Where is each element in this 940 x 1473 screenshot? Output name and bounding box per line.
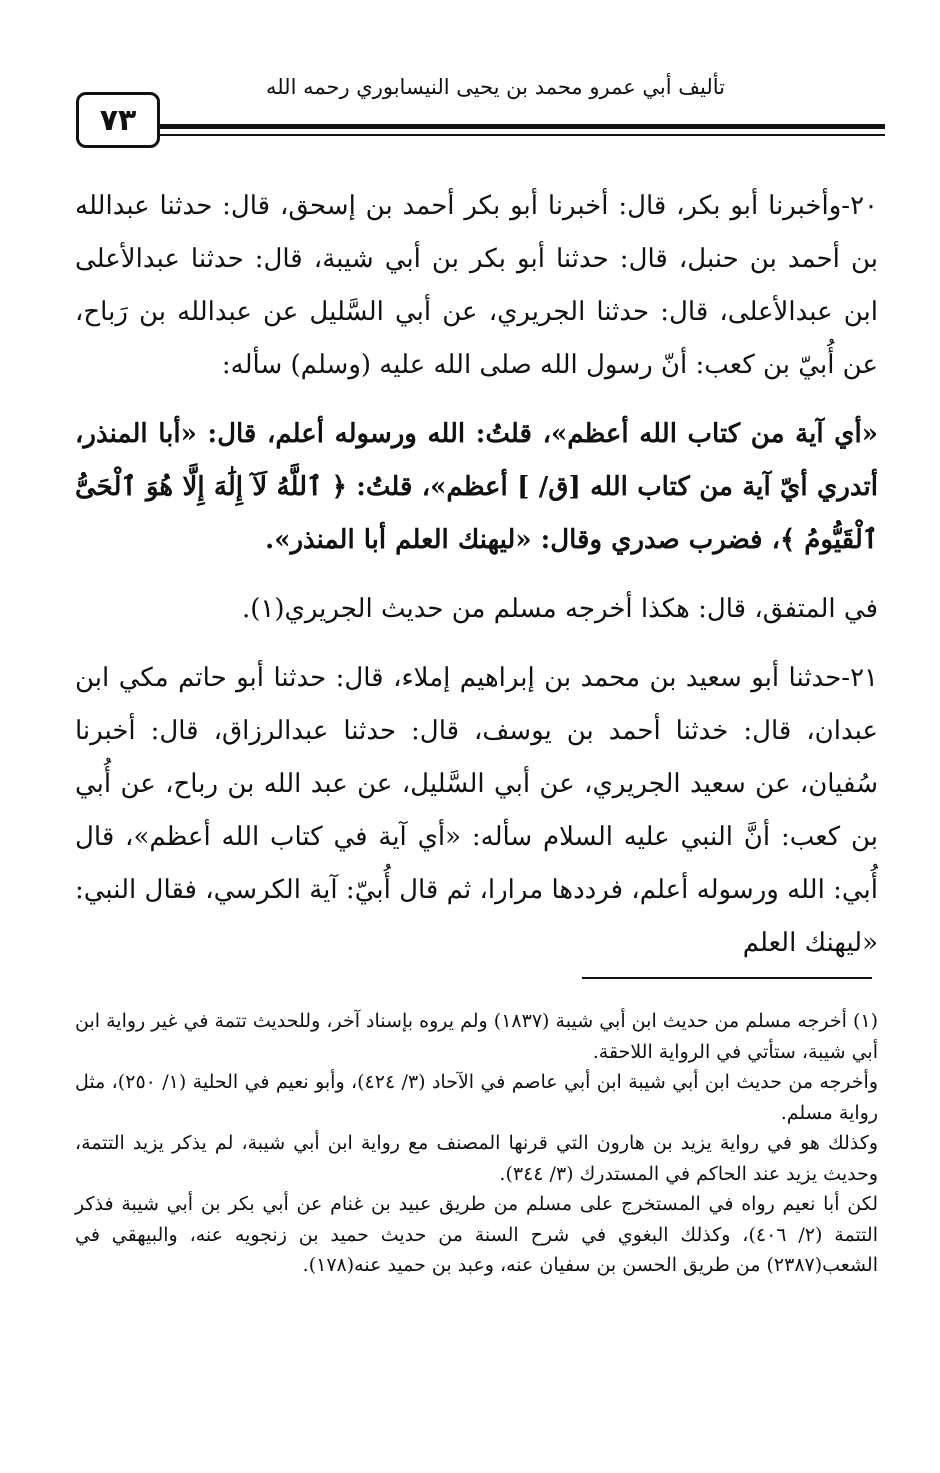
hadith-20-matn: «أي آية من كتاب الله أعظم»، قلتُ: الله ورسوله أعلم، قال: «أبا المنذر، أتدري أيّ آية من كتاب الله [ق/ ] أعظم»، قلتُ: ﴿ ٱللَّهُ لَآ إِلَٰهَ إِلَّا هُوَ ٱلْحَىُّ ٱلْقَيُّومُ ﴾، فضرب صدري وقال: «ليهنك العلم أبا المنذر». (75, 419, 878, 555)
hadith-20-takhrij: في المتفق، قال: هكذا أخرجه مسلم من حديث الجريري(١). (241, 594, 878, 624)
hadith-20-isnad: ٢٠-وأخبرنا أبو بكر، قال: أخبرنا أبو بكر أحمد بن إسحق، قال: حدثنا عبدالله بن أحمد بن حنبل، قال: حدثنا أبو بكر بن أبي شيبة، قال: حدثنا عبدالأعلى ابن عبدالأعلى، قال: حدثنا الجريري، عن أبي السَّليل عن عبدالله بن رَباح، عن أُبيّ بن كعب: أنّ رسول الله صلى الله عليه (وسلم) سأله: (75, 191, 878, 380)
footnote-paragraph: (١) أخرجه مسلم من حديث ابن أبي شيبة (١٨٣٧) ولم يروه بإسناد آخر، وللحديث تتمة في غير رواية ابن أبي شيبة، ستأتي في الرواية اللاحقة. (75, 1010, 878, 1063)
hadith-21: ٢١-حدثنا أبو سعيد بن محمد بن إبراهيم إملاء، قال: حدثنا أبو حاتم مكي ابن عبدان، قال: خدثنا أحمد بن يوسف، قال: حدثنا عبدالرزاق، قال: أخبرنا سُفيان، عن سعيد الجريري، عن أبي السَّليل، عن عبد الله بن رباح، عن أُبي بن كعب: أنَّ النبي عليه السلام سأله: «أي آية في كتاب الله أعظم»، قال أُبي: الله ورسوله أعلم، فرددها مرارا، ثم قال أُبيّ: آية الكرسي، فقال النبي: «ليهنك العلم (75, 663, 878, 958)
page-number: ٧٣ (76, 92, 160, 148)
footnote-paragraph: وأخرجه من حديث ابن أبي شيبة ابن أبي عاصم في الآحاد (٣/ ٤٢٤)، وأبو نعيم في الحلية (١/ ٢٥٠)، مثل رواية مسلم. (75, 1071, 878, 1124)
footnote-paragraph: لكن أبا نعيم رواه في المستخرج على مسلم من طريق عبيد بن غنام عن أبي بكر بن أبي شيبة فذكر التتمة (٢/ ٤٠٦)، وكذلك البغوي في شرح السنة من حديث حميد بن زنجويه عنه، والبيهقي في الشعب(٢٣٨٧) من طريق الحسن بن سفيان عنه، وعبد بن حميد عنه(١٧٨). (75, 1193, 878, 1276)
footnote-separator (582, 977, 872, 979)
header-rule (160, 124, 885, 129)
footnote-paragraph: وكذلك هو في رواية يزيد بن هارون التي قرنها المصنف مع رواية ابن أبي شيبة، لم يذكر يزيد التتمة، وحديث يزيد عند الحاكم في المستدرك (٣/ ٣٤٤). (75, 1132, 878, 1185)
running-title: تأليف أبي عمرو محمد بن يحيى النيسابوري رحمه الله (265, 75, 725, 99)
main-text (75, 180, 878, 970)
header-rule-thin (160, 134, 885, 136)
footnotes (75, 1006, 878, 1281)
